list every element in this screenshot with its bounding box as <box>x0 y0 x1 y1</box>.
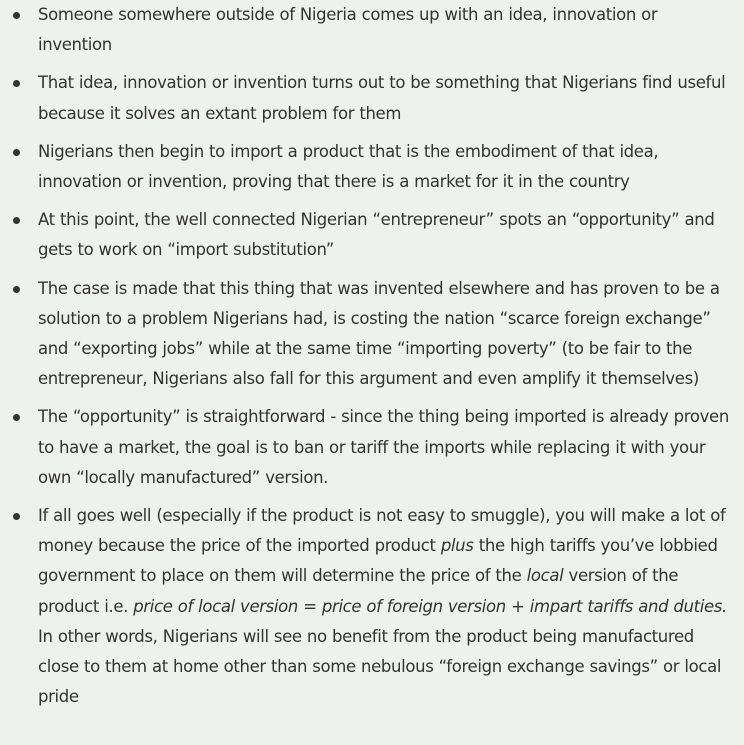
text-segment: If all goes well (especially if the product is not easy to smuggle), you will make a lot of money because the price of the imported product <box>38 506 726 556</box>
list-item-text <box>38 73 725 122</box>
text-segment: That idea, innovation or invention turns out to be something that Nigerians find useful because it solves an extant problem for them <box>38 73 726 123</box>
list-item <box>0 137 744 197</box>
list-item-text <box>38 142 658 191</box>
text-segment: The case is made that this thing that was invented elsewhere and has proven to be a solution to a problem Nigerians had, is costing the nation “scarce foreign exchange” and “exporting jobs” while at the same time “importing poverty” (to be fair to the entrepreneur, Nigerians also fall for this argument and even amplify it themselves) <box>38 278 720 389</box>
text-segment: Someone somewhere outside of Nigeria comes up with an idea, innovation or invention <box>38 5 658 55</box>
text-segment-italic: plus <box>440 536 474 556</box>
text-segment: In other words, Nigerians will see no benefit from the product being manufactured close to them at home other than some nebulous “foreign exchange savings” or local pride <box>38 626 722 707</box>
bullet-icon <box>13 80 20 87</box>
text-segment-italic: price of local version = price of foreign version + impart tariffs and duties. <box>133 596 727 616</box>
text-segment: At this point, the well connected Nigerian “entrepreneur” spots an “opportunity” and gets to work on “import substitution” <box>38 210 715 260</box>
list-item-text <box>38 506 727 706</box>
text-segment: the high tariffs you’ve lobbied government to place on them will determine the price of the <box>38 536 718 586</box>
text-segment: The “opportunity” is straightforward - since the thing being imported is already proven to have a market, the goal is to ban or tariff the imports while replacing it with your own “locally manufactured” version. <box>38 407 729 487</box>
list-item <box>0 0 744 60</box>
list-item-text <box>38 407 729 486</box>
list-item <box>0 205 744 265</box>
list-item-text <box>38 279 720 389</box>
list-item <box>0 501 744 712</box>
list-item <box>0 402 744 493</box>
bullet-icon <box>13 217 20 224</box>
text-segment-italic: local <box>526 566 564 586</box>
bullet-icon <box>13 149 20 156</box>
list-item <box>0 274 744 395</box>
text-segment: Nigerians then begin to import a product that is the embodiment of that idea, innovation or invention, proving that there is a market for it in the country <box>38 141 659 192</box>
list-item-text <box>38 5 657 54</box>
text-segment: version of the product i.e. <box>38 566 679 616</box>
bullet-icon <box>13 286 20 293</box>
list-item <box>0 68 744 128</box>
bullet-icon <box>13 414 20 421</box>
bullet-icon <box>13 12 20 19</box>
list-item-text <box>38 210 714 259</box>
bullet-icon <box>13 513 20 520</box>
